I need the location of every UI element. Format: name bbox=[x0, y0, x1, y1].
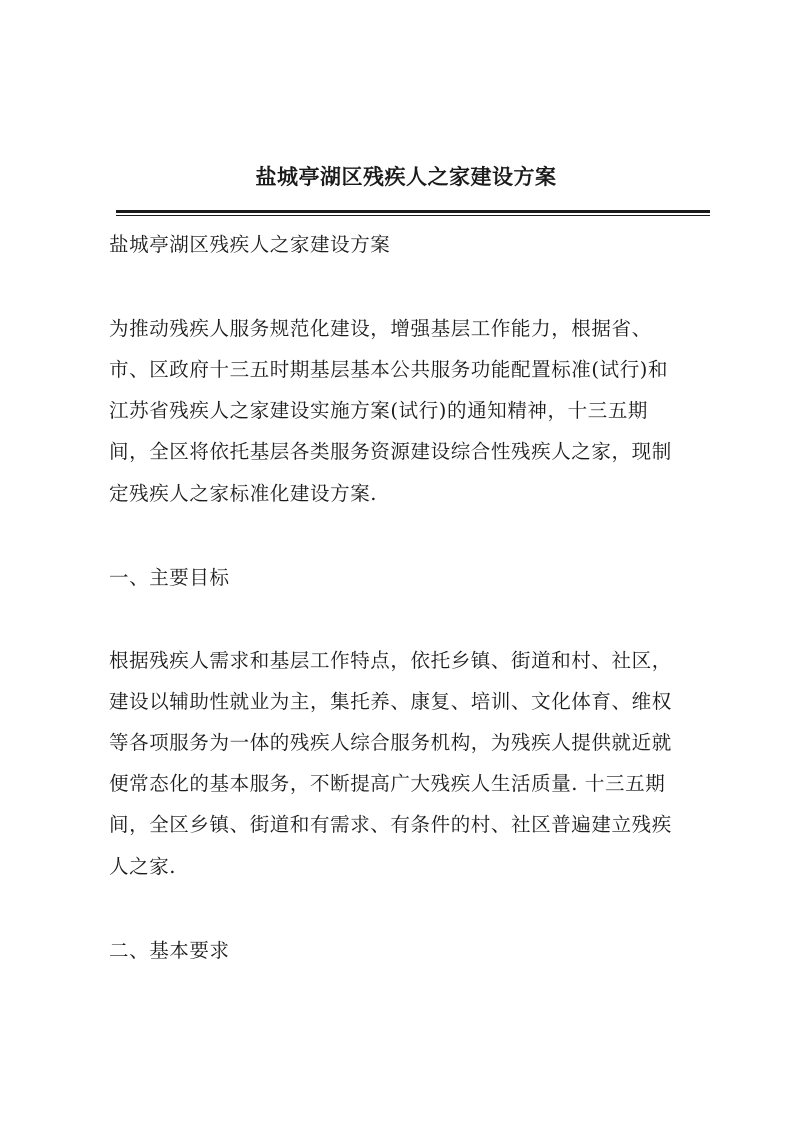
paragraph-line: 等各项服务为一体的残疾人综合服务机构，为残疾人提供就近就 bbox=[109, 731, 672, 754]
section-heading: 二、基本要求 bbox=[109, 939, 230, 962]
section-heading: 一、主要目标 bbox=[109, 566, 230, 589]
paragraph-line: 定残疾人之家标准化建设方案. bbox=[109, 482, 378, 505]
paragraph-line: 为推动残疾人服务规范化建设，增强基层工作能力，根据省、 bbox=[109, 317, 652, 340]
paragraph-line: 人之家. bbox=[109, 855, 177, 878]
document-title: 盐城亭湖区残疾人之家建设方案 bbox=[255, 164, 557, 189]
paragraph-line: 市、区政府十三五时期基层基本公共服务功能配置标准(试行)和 bbox=[109, 358, 669, 381]
title-rule-thin bbox=[116, 215, 710, 216]
paragraph-line: 间，全区乡镇、街道和有需求、有条件的村、社区普遍建立残疾 bbox=[109, 813, 672, 836]
title-rule bbox=[116, 210, 710, 213]
paragraph-line: 间，全区将依托基层各类服务资源建设综合性残疾人之家，现制 bbox=[109, 440, 672, 463]
document-subtitle: 盐城亭湖区残疾人之家建设方案 bbox=[109, 233, 391, 256]
paragraph-line: 便常态化的基本服务，不断提高广大残疾人生活质量. 十三五期 bbox=[109, 772, 666, 795]
paragraph-line: 江苏省残疾人之家建设实施方案(试行)的通知精神，十三五期 bbox=[109, 399, 649, 422]
paragraph-line: 建设以辅助性就业为主，集托养、康复、培训、文化体育、维权 bbox=[109, 690, 672, 713]
paragraph-line: 根据残疾人需求和基层工作特点，依托乡镇、街道和村、社区， bbox=[109, 649, 672, 672]
